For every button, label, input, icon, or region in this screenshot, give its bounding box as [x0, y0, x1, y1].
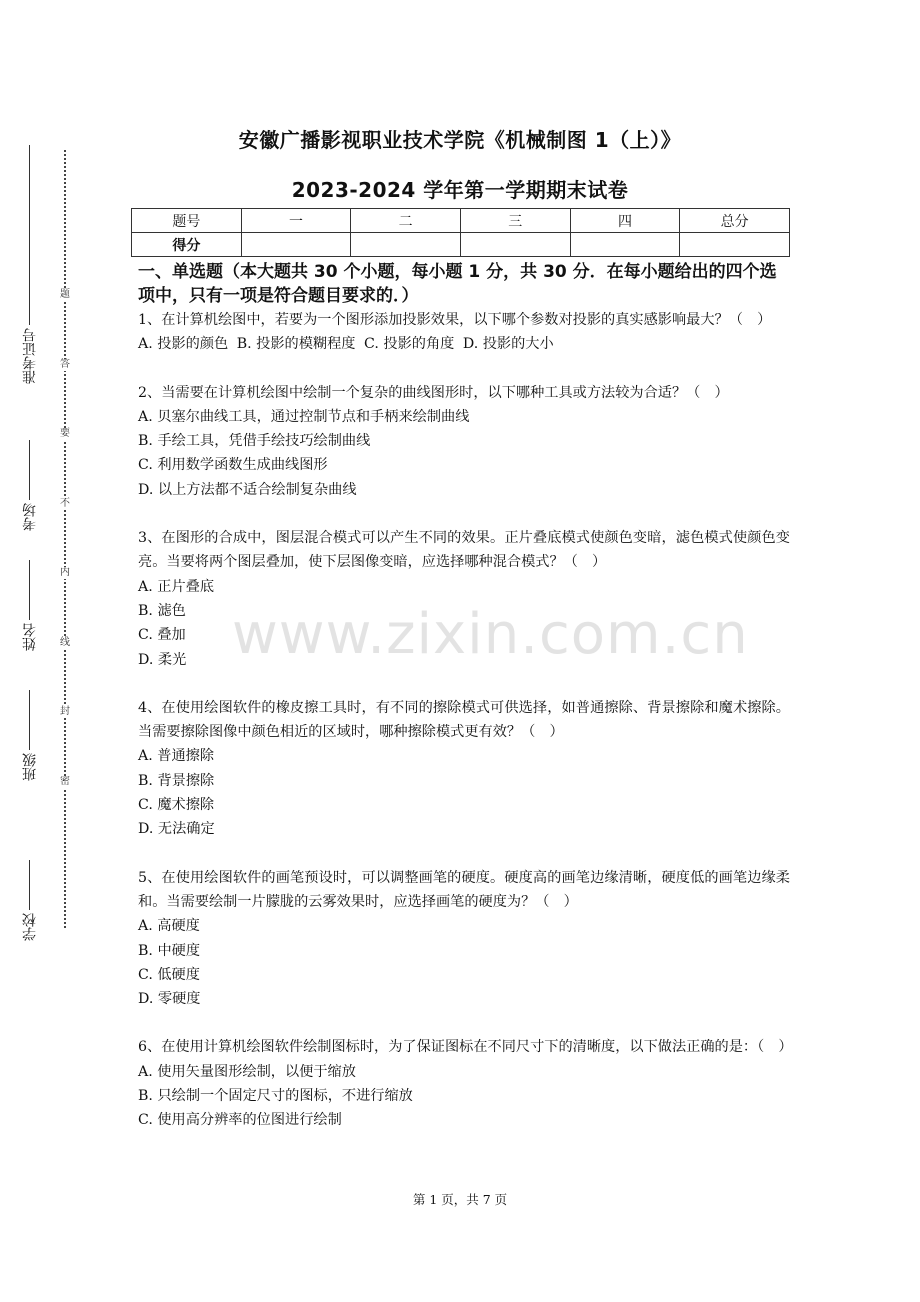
option-c[interactable]: C. 使用高分辨率的位图进行绘制 [138, 1112, 342, 1129]
score-table-cell: 总分 [680, 209, 790, 233]
score-entry-cell[interactable] [460, 233, 570, 257]
seal-char: 封 [60, 706, 70, 717]
option-a[interactable]: A. 贝塞尔曲线工具，通过控制节点和手柄来绘制曲线 [138, 408, 470, 425]
score-table-cell: 一 [241, 209, 351, 233]
exam-subtitle: 2023-2024 学年第一学期期末试卷 [291, 178, 629, 202]
score-table-cell: 题号 [132, 209, 242, 233]
score-entry-cell[interactable] [241, 233, 351, 257]
binding-field-label: 姓名 [22, 623, 38, 651]
question-list [138, 308, 793, 1157]
option-a[interactable]: A. 高硬度 [138, 918, 200, 935]
seal-dotted-line [64, 150, 66, 928]
option-a[interactable]: A. 正片叠底 [138, 578, 215, 595]
seal-char: 答 [60, 359, 70, 370]
binding-field-label: 考场 [22, 503, 38, 531]
option-c[interactable]: C. 低硬度 [138, 966, 200, 983]
option-d[interactable]: D. 以上方法都不适合绘制复杂曲线 [138, 481, 357, 498]
score-table-score-row [132, 233, 790, 257]
binding-field-label: 准考证号 [22, 328, 38, 384]
option-b[interactable]: B. 投影的模糊程度 [236, 336, 356, 353]
section-heading: 一、单选题（本大题共 30 个小题，每小题 1 分，共 30 分．在每小题给出的四个选项中，只有一项是符合题目要求的．） [138, 262, 777, 306]
option-b[interactable]: B. 滤色 [138, 602, 186, 619]
question-2 [138, 381, 790, 502]
score-table-cell: 四 [570, 209, 680, 233]
option-row [138, 332, 790, 356]
binding-field-class [22, 690, 38, 781]
option-b[interactable]: B. 只绘制一个固定尺寸的图标，不进行缩放 [138, 1088, 413, 1105]
question-stem: 6、在使用计算机绘图软件绘制图标时，为了保证图标在不同尺寸下的清晰度，以下做法正确的是：（ ） [138, 1039, 793, 1056]
seal-char: 题 [60, 289, 70, 300]
fill-line [30, 860, 31, 910]
option-b[interactable]: B. 中硬度 [138, 942, 201, 959]
score-table [131, 208, 790, 257]
option-c[interactable]: C. 利用数学函数生成曲线图形 [138, 457, 328, 474]
option-b[interactable]: B. 手绘工具，凭借手绘技巧绘制曲线 [138, 433, 371, 450]
question-stem: 5、在使用绘图软件的画笔预设时，可以调整画笔的硬度。硬度高的画笔边缘清晰，硬度低的画笔边缘柔和。当需要绘制一片朦胧的云雾效果时，应选择画笔的硬度为？（ ） [138, 869, 790, 910]
binding-field-school [22, 860, 38, 941]
option-d[interactable]: D. 无法确定 [138, 821, 215, 838]
exam-title: 安徽广播影视职业技术学院《机械制图 1（上）》 [238, 128, 682, 152]
question-6 [138, 1035, 793, 1132]
option-d[interactable]: D. 零硬度 [138, 991, 201, 1008]
question-4 [138, 696, 790, 842]
option-c[interactable]: C. 魔术擦除 [138, 797, 215, 814]
page-number: 第 1 页，共 7 页 [412, 1192, 508, 1207]
score-table-header-row [132, 209, 790, 233]
option-d[interactable]: D. 柔光 [138, 651, 187, 668]
option-d[interactable]: D. 投影的大小 [462, 336, 554, 353]
option-c[interactable]: C. 叠加 [138, 627, 186, 644]
fill-line [30, 145, 31, 325]
binding-field-name [22, 560, 38, 651]
option-a[interactable]: A. 普通擦除 [138, 748, 215, 765]
score-entry-cell[interactable] [680, 233, 790, 257]
score-table-cell: 二 [351, 209, 461, 233]
question-1 [138, 308, 790, 357]
watermark: www.zixin.com.cn [232, 602, 749, 667]
fill-line [30, 440, 31, 500]
question-stem: 1、在计算机绘图中，若要为一个图形添加投影效果，以下哪个参数对投影的真实感影响最大？（ ） [138, 312, 772, 328]
option-b[interactable]: B. 背景擦除 [138, 772, 215, 789]
option-a[interactable]: A. 投影的颜色 [138, 336, 229, 353]
binding-field-label: 学校 [22, 913, 38, 941]
option-c[interactable]: C. 投影的角度 [364, 336, 455, 353]
score-table-cell: 得分 [132, 233, 242, 257]
score-entry-cell[interactable] [351, 233, 461, 257]
score-entry-cell[interactable] [570, 233, 680, 257]
question-stem: 4、在使用绘图软件的橡皮擦工具时，有不同的擦除模式可供选择，如普通擦除、背景擦除和魔术擦除。当需要擦除图像中颜色相近的区域时，哪种擦除模式更有效？（ ） [138, 699, 790, 741]
question-stem: 3、在图形的合成中，图层混合模式可以产生不同的效果。正片叠底模式使颜色变暗，滤色模式使颜色变亮。当要将两个图层叠加，使下层图像变暗，应选择哪种混合模式？（ ） [138, 530, 790, 571]
seal-char: 线 [60, 637, 70, 648]
binding-field-label: 班级 [22, 753, 38, 781]
score-table-cell: 三 [460, 209, 570, 233]
question-stem: 2、当需要在计算机绘图中绘制一个复杂的曲线图形时，以下哪种工具或方法较为合适？（ ） [138, 384, 729, 401]
binding-field-exam-room [22, 440, 38, 531]
question-5 [138, 866, 790, 1012]
fill-line [30, 560, 31, 620]
seal-char: 密 [60, 776, 70, 787]
fill-line [30, 690, 31, 750]
seal-char: 内 [60, 567, 70, 578]
seal-char: 不 [60, 498, 70, 509]
option-a[interactable]: A. 使用矢量图形绘制，以便于缩放 [138, 1063, 356, 1080]
seal-char: 要 [60, 428, 70, 439]
